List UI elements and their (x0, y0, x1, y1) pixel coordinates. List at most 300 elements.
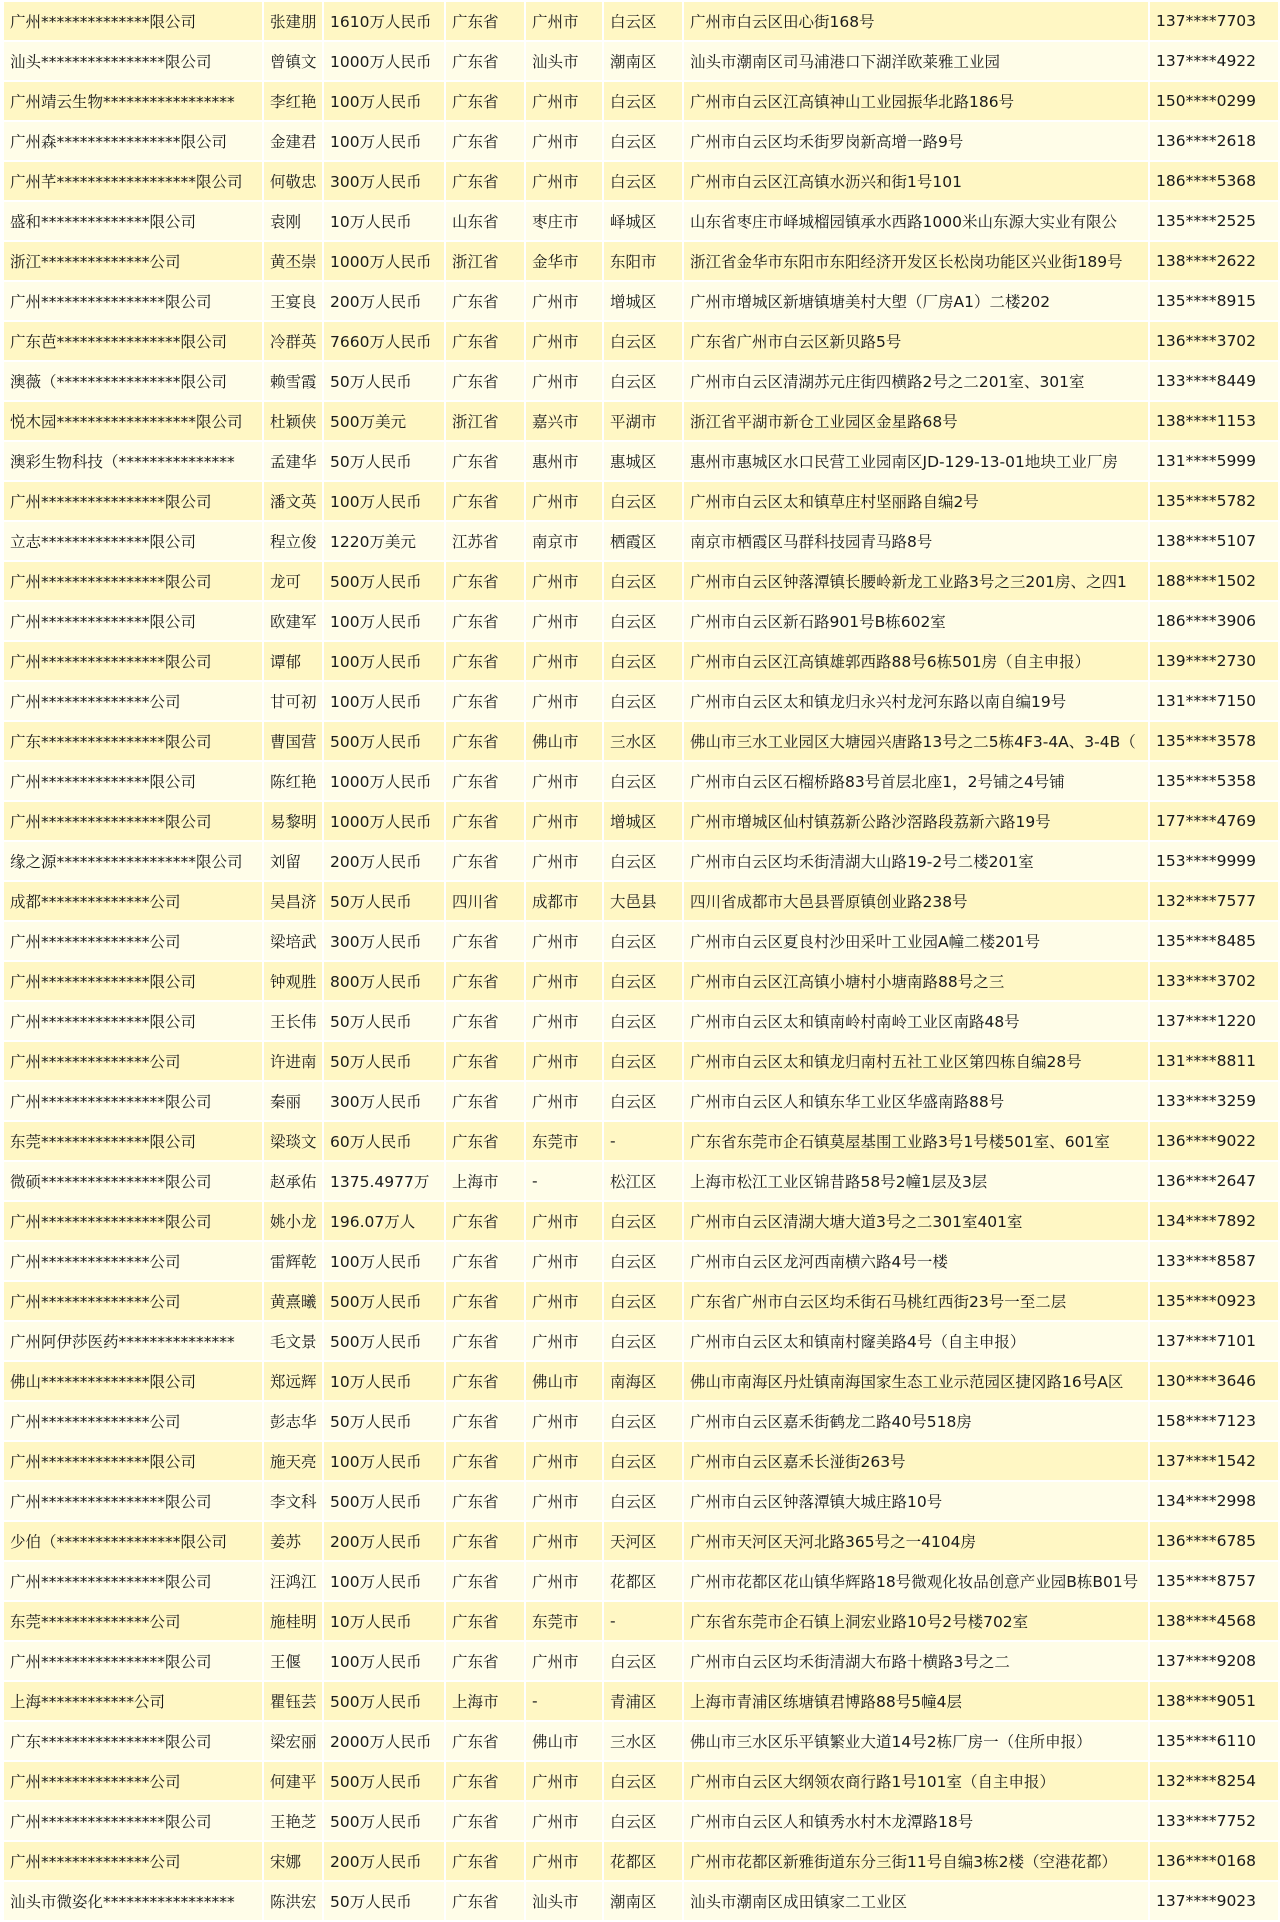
address-cell: 广州市白云区人和镇东华工业区华盛南路88号 (684, 1082, 1150, 1120)
city-cell: 成都市 (526, 882, 604, 920)
registered-capital-cell: 1000万人民币 (324, 42, 446, 80)
province-cell: 广东省 (446, 562, 526, 600)
address-cell: 佛山市三水区乐平镇繁业大道14号2栋厂房一（住所申报） (684, 1722, 1150, 1760)
address-cell: 汕头市潮南区成田镇家二工业区 (684, 1882, 1150, 1920)
table-row (4, 922, 1280, 960)
contact-name-cell: 王长伟 (264, 1002, 324, 1040)
province-cell: 广东省 (446, 82, 526, 120)
company-name-cell: 广州**************公司 (4, 1282, 264, 1320)
contact-name-cell: 瞿钰芸 (264, 1682, 324, 1720)
address-cell: 广州市天河区天河北路365号之一4104房 (684, 1522, 1150, 1560)
table-row (4, 1722, 1280, 1760)
province-cell: 广东省 (446, 962, 526, 1000)
address-cell: 广州市白云区太和镇草庄村坚丽路自编2号 (684, 482, 1150, 520)
district-cell: 大邑县 (604, 882, 684, 920)
table-row (4, 282, 1280, 320)
address-cell: 上海市松江工业区锦昔路58号2幢1层及3层 (684, 1162, 1150, 1200)
contact-name-cell: 秦丽 (264, 1082, 324, 1120)
province-cell: 广东省 (446, 1242, 526, 1280)
address-cell: 广州市白云区钟落潭镇大城庄路10号 (684, 1482, 1150, 1520)
district-cell: 天河区 (604, 1522, 684, 1560)
address-cell: 广州市白云区太和镇龙归永兴村龙河东路以南自编19号 (684, 682, 1150, 720)
phone-cell: 138****4568 (1150, 1602, 1280, 1640)
registered-capital-cell: 2000万人民币 (324, 1722, 446, 1760)
province-cell: 广东省 (446, 1802, 526, 1840)
city-cell: 广州市 (526, 802, 604, 840)
district-cell: 白云区 (604, 1042, 684, 1080)
company-name-cell: 广东****************限公司 (4, 1722, 264, 1760)
city-cell: 广州市 (526, 1522, 604, 1560)
city-cell: 广州市 (526, 2, 604, 40)
table-row (4, 1322, 1280, 1360)
address-cell: 浙江省金华市东阳市东阳经济开发区长松岗功能区兴业街189号 (684, 242, 1150, 280)
province-cell: 广东省 (446, 1402, 526, 1440)
table-row (4, 42, 1280, 80)
district-cell: 白云区 (604, 1762, 684, 1800)
contact-name-cell: 赖雪霞 (264, 362, 324, 400)
company-table-body (4, 2, 1280, 1920)
district-cell: 增城区 (604, 282, 684, 320)
company-name-cell: 广州****************限公司 (4, 1082, 264, 1120)
registered-capital-cell: 1000万人民币 (324, 802, 446, 840)
table-row (4, 162, 1280, 200)
registered-capital-cell: 1220万美元 (324, 522, 446, 560)
district-cell: 白云区 (604, 1002, 684, 1040)
city-cell: 广州市 (526, 962, 604, 1000)
contact-name-cell: 李文科 (264, 1482, 324, 1520)
city-cell: 广州市 (526, 1762, 604, 1800)
district-cell: 栖霞区 (604, 522, 684, 560)
city-cell: 嘉兴市 (526, 402, 604, 440)
table-row (4, 1482, 1280, 1520)
contact-name-cell: 毛文景 (264, 1322, 324, 1360)
table-row (4, 1002, 1280, 1040)
phone-cell: 133****8587 (1150, 1242, 1280, 1280)
address-cell: 广州市花都区花山镇华辉路18号微观化妆品创意产业园B栋B01号 (684, 1562, 1150, 1600)
phone-cell: 137****4922 (1150, 42, 1280, 80)
contact-name-cell: 施天亮 (264, 1442, 324, 1480)
contact-name-cell: 王偃 (264, 1642, 324, 1680)
table-row (4, 1082, 1280, 1120)
province-cell: 广东省 (446, 282, 526, 320)
phone-cell: 133****8449 (1150, 362, 1280, 400)
city-cell: 佛山市 (526, 1362, 604, 1400)
address-cell: 广州市白云区江高镇水沥兴和街1号101 (684, 162, 1150, 200)
company-name-cell: 缘之源******************限公司 (4, 842, 264, 880)
registered-capital-cell: 60万人民币 (324, 1122, 446, 1160)
address-cell: 广州市白云区太和镇南村窿美路4号（自主申报） (684, 1322, 1150, 1360)
city-cell: 广州市 (526, 1282, 604, 1320)
table-row (4, 1362, 1280, 1400)
contact-name-cell: 黄丕崇 (264, 242, 324, 280)
city-cell: 广州市 (526, 1042, 604, 1080)
province-cell: 广东省 (446, 1322, 526, 1360)
address-cell: 广东省广州市白云区均禾街石马桃红西街23号一至二层 (684, 1282, 1150, 1320)
phone-cell: 153****9999 (1150, 842, 1280, 880)
city-cell: 广州市 (526, 1482, 604, 1520)
city-cell: 广州市 (526, 482, 604, 520)
district-cell: 白云区 (604, 1322, 684, 1360)
phone-cell: 150****0299 (1150, 82, 1280, 120)
phone-cell: 186****5368 (1150, 162, 1280, 200)
address-cell: 广州市增城区新塘镇塘美村大塱（厂房A1）二楼202 (684, 282, 1150, 320)
registered-capital-cell: 50万人民币 (324, 1402, 446, 1440)
province-cell: 广东省 (446, 1882, 526, 1920)
address-cell: 广州市白云区江高镇雄郭西路88号6栋501房（自主申报） (684, 642, 1150, 680)
district-cell: 白云区 (604, 1402, 684, 1440)
company-name-cell: 广州****************限公司 (4, 802, 264, 840)
contact-name-cell: 龙可 (264, 562, 324, 600)
company-name-cell: 微硕****************限公司 (4, 1162, 264, 1200)
phone-cell: 137****7703 (1150, 2, 1280, 40)
company-name-cell: 广州**************公司 (4, 1402, 264, 1440)
city-cell: 东莞市 (526, 1602, 604, 1640)
registered-capital-cell: 10万人民币 (324, 1602, 446, 1640)
registered-capital-cell: 100万人民币 (324, 642, 446, 680)
table-row (4, 802, 1280, 840)
address-cell: 上海市青浦区练塘镇君博路88号5幢4层 (684, 1682, 1150, 1720)
province-cell: 广东省 (446, 122, 526, 160)
province-cell: 江苏省 (446, 522, 526, 560)
city-cell: 广州市 (526, 1842, 604, 1880)
contact-name-cell: 赵承佑 (264, 1162, 324, 1200)
registered-capital-cell: 100万人民币 (324, 482, 446, 520)
company-name-cell: 广州**************公司 (4, 1042, 264, 1080)
phone-cell: 135****8757 (1150, 1562, 1280, 1600)
phone-cell: 186****3906 (1150, 602, 1280, 640)
phone-cell: 137****9023 (1150, 1882, 1280, 1920)
phone-cell: 135****8485 (1150, 922, 1280, 960)
registered-capital-cell: 500万人民币 (324, 1802, 446, 1840)
city-cell: 广州市 (526, 602, 604, 640)
table-row (4, 122, 1280, 160)
contact-name-cell: 汪鸿江 (264, 1562, 324, 1600)
address-cell: 广州市白云区清湖大塘大道3号之二301室401室 (684, 1202, 1150, 1240)
province-cell: 浙江省 (446, 242, 526, 280)
address-cell: 广州市白云区嘉禾街鹤龙二路40号518房 (684, 1402, 1150, 1440)
phone-cell: 158****7123 (1150, 1402, 1280, 1440)
district-cell: 白云区 (604, 1202, 684, 1240)
city-cell: 广州市 (526, 162, 604, 200)
company-name-cell: 广州****************限公司 (4, 1802, 264, 1840)
contact-name-cell: 吴昌济 (264, 882, 324, 920)
company-name-cell: 广州阿伊莎医药*************** (4, 1322, 264, 1360)
address-cell: 佛山市三水工业园区大塘园兴唐路13号之二5栋4F3-4A、3-4B（ (684, 722, 1150, 760)
address-cell: 南京市栖霞区马群科技园青马路8号 (684, 522, 1150, 560)
phone-cell: 130****3646 (1150, 1362, 1280, 1400)
table-row (4, 1602, 1280, 1640)
registered-capital-cell: 800万人民币 (324, 962, 446, 1000)
table-row (4, 442, 1280, 480)
registered-capital-cell: 200万人民币 (324, 282, 446, 320)
district-cell: 白云区 (604, 762, 684, 800)
city-cell: 广州市 (526, 562, 604, 600)
table-row (4, 762, 1280, 800)
phone-cell: 133****3259 (1150, 1082, 1280, 1120)
province-cell: 广东省 (446, 162, 526, 200)
contact-name-cell: 潘文英 (264, 482, 324, 520)
company-table (4, 0, 1280, 1922)
company-name-cell: 上海************公司 (4, 1682, 264, 1720)
company-name-cell: 广州**************公司 (4, 682, 264, 720)
district-cell: 白云区 (604, 1242, 684, 1280)
table-row (4, 1642, 1280, 1680)
phone-cell: 138****1153 (1150, 402, 1280, 440)
province-cell: 广东省 (446, 682, 526, 720)
company-name-cell: 少伯（****************限公司 (4, 1522, 264, 1560)
contact-name-cell: 金建君 (264, 122, 324, 160)
company-name-cell: 广东****************限公司 (4, 722, 264, 760)
district-cell: 白云区 (604, 322, 684, 360)
contact-name-cell: 王宴良 (264, 282, 324, 320)
district-cell: 白云区 (604, 962, 684, 1000)
registered-capital-cell: 50万人民币 (324, 1882, 446, 1920)
table-row (4, 682, 1280, 720)
table-row (4, 402, 1280, 440)
district-cell: 平湖市 (604, 402, 684, 440)
registered-capital-cell: 100万人民币 (324, 1242, 446, 1280)
table-row (4, 602, 1280, 640)
city-cell: 广州市 (526, 122, 604, 160)
registered-capital-cell: 1375.4977万 (324, 1162, 446, 1200)
address-cell: 广州市花都区新雅街道东分三街11号自编3栋2楼（空港花都） (684, 1842, 1150, 1880)
phone-cell: 132****8254 (1150, 1762, 1280, 1800)
company-name-cell: 广州****************限公司 (4, 1202, 264, 1240)
company-name-cell: 广州**************公司 (4, 922, 264, 960)
district-cell: 花都区 (604, 1842, 684, 1880)
contact-name-cell: 李红艳 (264, 82, 324, 120)
district-cell: 南海区 (604, 1362, 684, 1400)
phone-cell: 136****6785 (1150, 1522, 1280, 1560)
district-cell: 花都区 (604, 1562, 684, 1600)
phone-cell: 132****7577 (1150, 882, 1280, 920)
registered-capital-cell: 100万人民币 (324, 1562, 446, 1600)
address-cell: 广州市白云区均禾街罗岗新高增一路9号 (684, 122, 1150, 160)
registered-capital-cell: 500万人民币 (324, 722, 446, 760)
city-cell: 广州市 (526, 642, 604, 680)
province-cell: 广东省 (446, 1522, 526, 1560)
address-cell: 佛山市南海区丹灶镇南海国家生态工业示范园区捷冈路16号A区 (684, 1362, 1150, 1400)
province-cell: 广东省 (446, 1722, 526, 1760)
contact-name-cell: 陈洪宏 (264, 1882, 324, 1920)
district-cell: 白云区 (604, 1482, 684, 1520)
contact-name-cell: 谭郁 (264, 642, 324, 680)
district-cell: - (604, 1122, 684, 1160)
table-row (4, 1522, 1280, 1560)
city-cell: 广州市 (526, 762, 604, 800)
phone-cell: 137****7101 (1150, 1322, 1280, 1360)
registered-capital-cell: 50万人民币 (324, 442, 446, 480)
company-name-cell: 盛和**************限公司 (4, 202, 264, 240)
address-cell: 汕头市潮南区司马浦港口下湖洋欧莱雅工业园 (684, 42, 1150, 80)
address-cell: 广州市白云区嘉禾长湴街263号 (684, 1442, 1150, 1480)
district-cell: 白云区 (604, 922, 684, 960)
table-row (4, 242, 1280, 280)
district-cell: 白云区 (604, 122, 684, 160)
phone-cell: 134****2998 (1150, 1482, 1280, 1520)
city-cell: 东莞市 (526, 1122, 604, 1160)
registered-capital-cell: 100万人民币 (324, 1642, 446, 1680)
table-row (4, 1402, 1280, 1440)
city-cell: 广州市 (526, 322, 604, 360)
address-cell: 山东省枣庄市峄城榴园镇承水西路1000米山东源大实业有限公 (684, 202, 1150, 240)
district-cell: 潮南区 (604, 42, 684, 80)
table-row (4, 562, 1280, 600)
company-name-cell: 广州****************限公司 (4, 1482, 264, 1520)
district-cell: - (604, 1602, 684, 1640)
address-cell: 广东省广州市白云区新贝路5号 (684, 322, 1150, 360)
address-cell: 广州市白云区新石路901号B栋602室 (684, 602, 1150, 640)
contact-name-cell: 甘可初 (264, 682, 324, 720)
province-cell: 广东省 (446, 1842, 526, 1880)
contact-name-cell: 梁宏丽 (264, 1722, 324, 1760)
city-cell: 广州市 (526, 82, 604, 120)
contact-name-cell: 钟观胜 (264, 962, 324, 1000)
registered-capital-cell: 200万人民币 (324, 1842, 446, 1880)
table-row (4, 1762, 1280, 1800)
district-cell: 白云区 (604, 482, 684, 520)
province-cell: 浙江省 (446, 402, 526, 440)
phone-cell: 134****7892 (1150, 1202, 1280, 1240)
district-cell: 松江区 (604, 1162, 684, 1200)
province-cell: 广东省 (446, 1642, 526, 1680)
contact-name-cell: 王艳芝 (264, 1802, 324, 1840)
address-cell: 广州市白云区均禾街清湖大布路十横路3号之二 (684, 1642, 1150, 1680)
company-name-cell: 成都**************公司 (4, 882, 264, 920)
company-name-cell: 广州**************限公司 (4, 2, 264, 40)
city-cell: 广州市 (526, 1082, 604, 1120)
district-cell: 白云区 (604, 1082, 684, 1120)
city-cell: 广州市 (526, 1802, 604, 1840)
registered-capital-cell: 500万人民币 (324, 562, 446, 600)
city-cell: 广州市 (526, 282, 604, 320)
city-cell: 南京市 (526, 522, 604, 560)
company-name-cell: 东莞**************限公司 (4, 1122, 264, 1160)
contact-name-cell: 冷群英 (264, 322, 324, 360)
district-cell: 三水区 (604, 1722, 684, 1760)
contact-name-cell: 黄熹曦 (264, 1282, 324, 1320)
province-cell: 广东省 (446, 762, 526, 800)
city-cell: 广州市 (526, 1242, 604, 1280)
contact-name-cell: 郑远辉 (264, 1362, 324, 1400)
province-cell: 广东省 (446, 1762, 526, 1800)
province-cell: 上海市 (446, 1162, 526, 1200)
table-row (4, 1882, 1280, 1920)
address-cell: 广州市白云区钟落潭镇长腰岭新龙工业路3号之三201房、之四1 (684, 562, 1150, 600)
registered-capital-cell: 50万人民币 (324, 1042, 446, 1080)
address-cell: 广州市白云区夏良村沙田采叶工业园A幢二楼201号 (684, 922, 1150, 960)
city-cell: 广州市 (526, 1202, 604, 1240)
registered-capital-cell: 1000万人民币 (324, 242, 446, 280)
address-cell: 广州市白云区太和镇南岭村南岭工业区南路48号 (684, 1002, 1150, 1040)
company-name-cell: 东莞**************公司 (4, 1602, 264, 1640)
phone-cell: 136****3702 (1150, 322, 1280, 360)
table-row (4, 1122, 1280, 1160)
company-name-cell: 广州****************限公司 (4, 282, 264, 320)
registered-capital-cell: 300万人民币 (324, 1082, 446, 1120)
city-cell: 广州市 (526, 362, 604, 400)
registered-capital-cell: 1610万人民币 (324, 2, 446, 40)
province-cell: 广东省 (446, 1002, 526, 1040)
company-name-cell: 广州森****************限公司 (4, 122, 264, 160)
phone-cell: 135****5782 (1150, 482, 1280, 520)
city-cell: 金华市 (526, 242, 604, 280)
phone-cell: 137****9208 (1150, 1642, 1280, 1680)
company-name-cell: 广州****************限公司 (4, 1642, 264, 1680)
contact-name-cell: 宋娜 (264, 1842, 324, 1880)
city-cell: - (526, 1162, 604, 1200)
company-name-cell: 悦木园******************限公司 (4, 402, 264, 440)
province-cell: 山东省 (446, 202, 526, 240)
registered-capital-cell: 50万人民币 (324, 882, 446, 920)
province-cell: 广东省 (446, 442, 526, 480)
district-cell: 峄城区 (604, 202, 684, 240)
province-cell: 广东省 (446, 922, 526, 960)
province-cell: 广东省 (446, 322, 526, 360)
company-name-cell: 广州**************公司 (4, 1762, 264, 1800)
table-row (4, 1562, 1280, 1600)
table-row (4, 1442, 1280, 1480)
company-name-cell: 澳薇（****************限公司 (4, 362, 264, 400)
phone-cell: 139****2730 (1150, 642, 1280, 680)
province-cell: 广东省 (446, 1362, 526, 1400)
district-cell: 白云区 (604, 602, 684, 640)
company-name-cell: 广东芭****************限公司 (4, 322, 264, 360)
address-cell: 四川省成都市大邑县晋原镇创业路238号 (684, 882, 1150, 920)
district-cell: 白云区 (604, 562, 684, 600)
contact-name-cell: 刘留 (264, 842, 324, 880)
address-cell: 广州市白云区大纲领农商行路1号101室（自主申报） (684, 1762, 1150, 1800)
district-cell: 潮南区 (604, 1882, 684, 1920)
district-cell: 白云区 (604, 1642, 684, 1680)
company-name-cell: 广州****************限公司 (4, 1562, 264, 1600)
province-cell: 广东省 (446, 362, 526, 400)
registered-capital-cell: 50万人民币 (324, 362, 446, 400)
address-cell: 浙江省平湖市新仓工业园区金星路68号 (684, 402, 1150, 440)
district-cell: 白云区 (604, 162, 684, 200)
company-name-cell: 广州****************限公司 (4, 482, 264, 520)
city-cell: 广州市 (526, 1442, 604, 1480)
table-row (4, 842, 1280, 880)
address-cell: 广东省东莞市企石镇上洞宏业路10号2号楼702室 (684, 1602, 1150, 1640)
registered-capital-cell: 500万人民币 (324, 1482, 446, 1520)
registered-capital-cell: 50万人民币 (324, 1002, 446, 1040)
contact-name-cell: 张建朋 (264, 2, 324, 40)
company-name-cell: 立志**************限公司 (4, 522, 264, 560)
phone-cell: 135****3578 (1150, 722, 1280, 760)
table-row (4, 642, 1280, 680)
phone-cell: 137****1220 (1150, 1002, 1280, 1040)
registered-capital-cell: 100万人民币 (324, 682, 446, 720)
phone-cell: 138****9051 (1150, 1682, 1280, 1720)
registered-capital-cell: 500万人民币 (324, 1322, 446, 1360)
phone-cell: 131****8811 (1150, 1042, 1280, 1080)
city-cell: 枣庄市 (526, 202, 604, 240)
contact-name-cell: 姜苏 (264, 1522, 324, 1560)
address-cell: 广州市白云区太和镇龙归南村五社工业区第四栋自编28号 (684, 1042, 1150, 1080)
contact-name-cell: 欧建军 (264, 602, 324, 640)
company-name-cell: 广州****************限公司 (4, 642, 264, 680)
province-cell: 广东省 (446, 722, 526, 760)
phone-cell: 131****7150 (1150, 682, 1280, 720)
table-row (4, 722, 1280, 760)
contact-name-cell: 程立俊 (264, 522, 324, 560)
phone-cell: 136****2618 (1150, 122, 1280, 160)
city-cell: 广州市 (526, 922, 604, 960)
contact-name-cell: 梁培武 (264, 922, 324, 960)
phone-cell: 138****2622 (1150, 242, 1280, 280)
city-cell: 广州市 (526, 1322, 604, 1360)
